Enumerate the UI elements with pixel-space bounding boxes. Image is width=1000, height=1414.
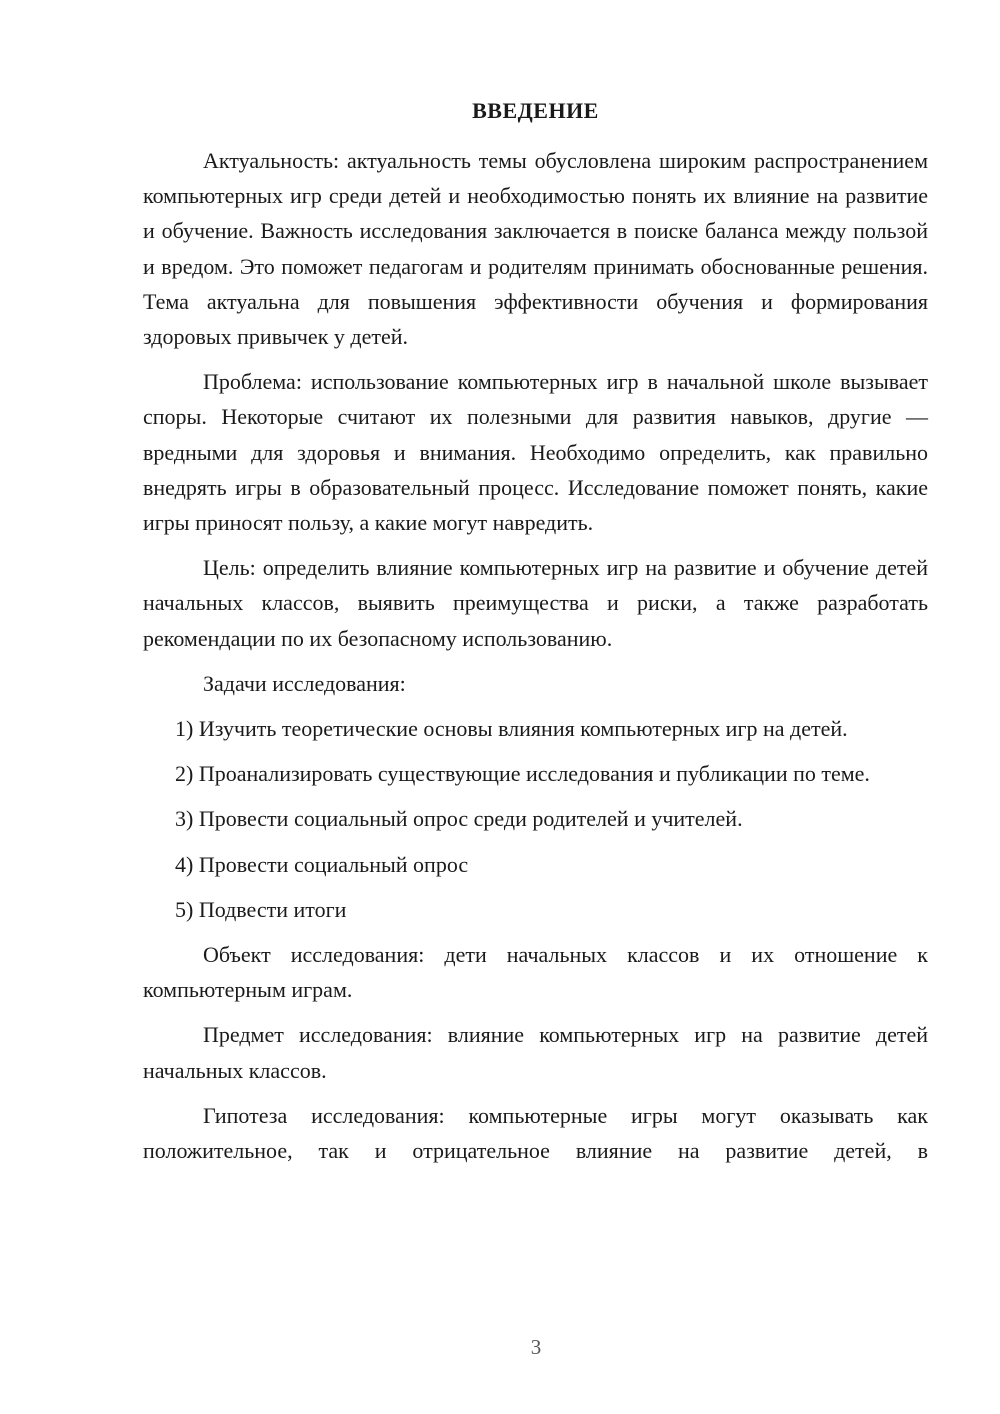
- document-body: [143, 143, 928, 1178]
- paragraph-relevance: Актуальность: актуальность темы обусловлена широким распространением компьютерных игр среди детей и необходимостью понять их влияние на развитие и обучение. Важность исследования заключается в поиске баланса между пользой и вредом. Это поможет педагогам и родителям принимать обоснованные решения. Тема актуальна для повышения эффективности обучения и формирования здоровых привычек у детей.: [143, 148, 928, 350]
- task-item: 1) Изучить теоретические основы влияния компьютерных игр на детей.: [175, 716, 848, 742]
- paragraph-goal: Цель: определить влияние компьютерных игр на развитие и обучение детей начальных классов, выявить преимущества и риски, а также разработать рекомендации по их безопасному использованию.: [143, 555, 928, 651]
- page-title: ВВЕДЕНИЕ: [472, 98, 599, 123]
- paragraph-problem: Проблема: использование компьютерных игр в начальной школе вызывает споры. Некоторые считают их полезными для развития навыков, другие — вредными для здоровья и внимания. Необходимо определить, как правильно внедрять игры в образовательный процесс. Исследование поможет понять, какие игры приносят пользу, а какие могут навредить.: [143, 369, 928, 536]
- paragraph-object: Объект исследования: дети начальных классов и их отношение к компьютерным играм.: [143, 942, 928, 1003]
- task-item: 5) Подвести итоги: [175, 896, 347, 922]
- page-number: 3: [530, 1335, 542, 1359]
- paragraph-tasks-heading: Задачи исследования:: [203, 670, 406, 696]
- task-item: 3) Провести социальный опрос среди родителей и учителей.: [175, 806, 743, 832]
- paragraph-subject: Предмет исследования: влияние компьютерных игр на развитие детей начальных классов.: [143, 1022, 928, 1083]
- task-item: 4) Провести социальный опрос: [175, 851, 469, 877]
- task-item: 2) Проанализировать существующие исследования и публикации по теме.: [175, 761, 870, 787]
- paragraph-hypothesis: Гипотеза исследования: компьютерные игры могут оказывать как положительное, так и отрицательное влияние на развитие детей, в: [143, 1102, 928, 1164]
